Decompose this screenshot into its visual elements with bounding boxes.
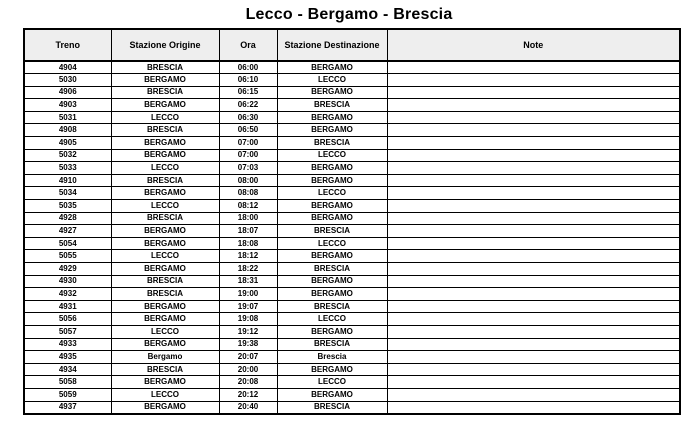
cell-destinazione: Brescia	[277, 351, 387, 364]
table-row	[24, 200, 680, 213]
cell-ora: 18:22	[219, 263, 277, 276]
cell-origine: BERGAMO	[111, 149, 219, 162]
cell-destinazione: BERGAMO	[277, 388, 387, 401]
cell-origine: BRESCIA	[111, 174, 219, 187]
cell-note	[387, 263, 680, 276]
cell-ora: 19:12	[219, 325, 277, 338]
cell-ora: 18:00	[219, 212, 277, 225]
cell-note	[387, 99, 680, 112]
cell-note	[387, 162, 680, 175]
table-row	[24, 250, 680, 263]
cell-destinazione: BERGAMO	[277, 61, 387, 74]
cell-destinazione: BRESCIA	[277, 401, 387, 414]
cell-ora: 20:07	[219, 351, 277, 364]
cell-ora: 06:30	[219, 111, 277, 124]
cell-note	[387, 376, 680, 389]
cell-note	[387, 363, 680, 376]
cell-destinazione: BERGAMO	[277, 212, 387, 225]
col-header-note: Note	[387, 29, 680, 61]
cell-treno: 4905	[24, 137, 111, 150]
cell-destinazione: BRESCIA	[277, 338, 387, 351]
cell-origine: BERGAMO	[111, 99, 219, 112]
table-row	[24, 338, 680, 351]
cell-origine: BERGAMO	[111, 187, 219, 200]
table-row	[24, 313, 680, 326]
cell-note	[387, 74, 680, 87]
cell-treno: 4930	[24, 275, 111, 288]
cell-origine: BERGAMO	[111, 263, 219, 276]
cell-treno: 5030	[24, 74, 111, 87]
cell-note	[387, 300, 680, 313]
cell-destinazione: BERGAMO	[277, 124, 387, 137]
cell-treno: 4906	[24, 86, 111, 99]
cell-treno: 5031	[24, 111, 111, 124]
cell-destinazione: BERGAMO	[277, 200, 387, 213]
table-row	[24, 162, 680, 175]
table-row	[24, 237, 680, 250]
cell-destinazione: BRESCIA	[277, 300, 387, 313]
cell-destinazione: BRESCIA	[277, 263, 387, 276]
cell-treno: 4935	[24, 351, 111, 364]
cell-note	[387, 237, 680, 250]
cell-destinazione: BERGAMO	[277, 174, 387, 187]
cell-treno: 5058	[24, 376, 111, 389]
table-row	[24, 363, 680, 376]
cell-note	[387, 174, 680, 187]
cell-treno: 5057	[24, 325, 111, 338]
cell-note	[387, 401, 680, 414]
cell-ora: 18:08	[219, 237, 277, 250]
cell-destinazione: LECCO	[277, 313, 387, 326]
cell-treno: 5033	[24, 162, 111, 175]
table-row	[24, 74, 680, 87]
cell-destinazione: BERGAMO	[277, 111, 387, 124]
table-row	[24, 187, 680, 200]
cell-treno: 4903	[24, 99, 111, 112]
cell-note	[387, 187, 680, 200]
cell-ora: 19:38	[219, 338, 277, 351]
col-header-ora: Ora	[219, 29, 277, 61]
cell-note	[387, 351, 680, 364]
cell-origine: BERGAMO	[111, 313, 219, 326]
cell-treno: 4932	[24, 288, 111, 301]
cell-note	[387, 124, 680, 137]
cell-treno: 4910	[24, 174, 111, 187]
cell-origine: BRESCIA	[111, 275, 219, 288]
cell-treno: 4928	[24, 212, 111, 225]
table-row	[24, 376, 680, 389]
header-row	[24, 29, 680, 61]
cell-note	[387, 225, 680, 238]
cell-origine: LECCO	[111, 200, 219, 213]
cell-treno: 5056	[24, 313, 111, 326]
cell-destinazione: BERGAMO	[277, 250, 387, 263]
cell-destinazione: BRESCIA	[277, 225, 387, 238]
cell-ora: 20:40	[219, 401, 277, 414]
table-row	[24, 111, 680, 124]
cell-ora: 20:12	[219, 388, 277, 401]
cell-treno: 4929	[24, 263, 111, 276]
cell-note	[387, 388, 680, 401]
cell-treno: 5032	[24, 149, 111, 162]
cell-treno: 4931	[24, 300, 111, 313]
cell-ora: 18:07	[219, 225, 277, 238]
cell-note	[387, 313, 680, 326]
col-header-stazione-destinazione: Stazione Destinazione	[277, 29, 387, 61]
cell-origine: BRESCIA	[111, 212, 219, 225]
cell-note	[387, 288, 680, 301]
cell-ora: 19:00	[219, 288, 277, 301]
table-row	[24, 388, 680, 401]
cell-treno: 5059	[24, 388, 111, 401]
cell-note	[387, 212, 680, 225]
cell-treno: 4904	[24, 61, 111, 74]
cell-ora: 07:00	[219, 137, 277, 150]
col-header-stazione-origine: Stazione Origine	[111, 29, 219, 61]
table-row	[24, 288, 680, 301]
cell-ora: 06:22	[219, 99, 277, 112]
cell-note	[387, 86, 680, 99]
cell-note	[387, 111, 680, 124]
table-row	[24, 149, 680, 162]
col-header-treno: Treno	[24, 29, 111, 61]
table-row	[24, 401, 680, 414]
table-row	[24, 86, 680, 99]
cell-treno: 5034	[24, 187, 111, 200]
table-row	[24, 124, 680, 137]
cell-note	[387, 61, 680, 74]
cell-destinazione: BERGAMO	[277, 363, 387, 376]
cell-destinazione: BRESCIA	[277, 137, 387, 150]
table-row	[24, 275, 680, 288]
cell-origine: LECCO	[111, 162, 219, 175]
table-row	[24, 225, 680, 238]
cell-ora: 07:00	[219, 149, 277, 162]
cell-origine: BRESCIA	[111, 363, 219, 376]
cell-destinazione: BERGAMO	[277, 86, 387, 99]
cell-note	[387, 250, 680, 263]
cell-destinazione: BERGAMO	[277, 288, 387, 301]
cell-origine: BERGAMO	[111, 300, 219, 313]
cell-origine: BRESCIA	[111, 86, 219, 99]
cell-origine: BRESCIA	[111, 124, 219, 137]
cell-ora: 08:08	[219, 187, 277, 200]
cell-note	[387, 149, 680, 162]
cell-origine: LECCO	[111, 325, 219, 338]
cell-origine: BRESCIA	[111, 288, 219, 301]
cell-note	[387, 275, 680, 288]
cell-ora: 07:03	[219, 162, 277, 175]
cell-ora: 18:12	[219, 250, 277, 263]
cell-ora: 08:00	[219, 174, 277, 187]
cell-origine: BERGAMO	[111, 225, 219, 238]
cell-ora: 06:10	[219, 74, 277, 87]
cell-origine: LECCO	[111, 111, 219, 124]
cell-ora: 19:07	[219, 300, 277, 313]
cell-destinazione: LECCO	[277, 237, 387, 250]
cell-note	[387, 338, 680, 351]
table-row	[24, 99, 680, 112]
cell-origine: BERGAMO	[111, 376, 219, 389]
table-body	[24, 61, 680, 414]
train-timetable	[23, 28, 681, 415]
cell-origine: BERGAMO	[111, 338, 219, 351]
cell-ora: 20:00	[219, 363, 277, 376]
page-title: Lecco - Bergamo - Brescia	[245, 6, 453, 23]
cell-note	[387, 200, 680, 213]
table-row	[24, 137, 680, 150]
cell-treno: 4927	[24, 225, 111, 238]
cell-origine: BERGAMO	[111, 74, 219, 87]
cell-ora: 06:15	[219, 86, 277, 99]
table-row	[24, 212, 680, 225]
cell-destinazione: LECCO	[277, 376, 387, 389]
cell-treno: 5035	[24, 200, 111, 213]
cell-ora: 08:12	[219, 200, 277, 213]
table-row	[24, 174, 680, 187]
cell-treno: 4934	[24, 363, 111, 376]
cell-treno: 4908	[24, 124, 111, 137]
cell-origine: BERGAMO	[111, 137, 219, 150]
cell-ora: 20:08	[219, 376, 277, 389]
cell-origine: LECCO	[111, 388, 219, 401]
cell-note	[387, 137, 680, 150]
cell-destinazione: BERGAMO	[277, 325, 387, 338]
cell-destinazione: BERGAMO	[277, 275, 387, 288]
cell-treno: 5054	[24, 237, 111, 250]
cell-ora: 06:00	[219, 61, 277, 74]
table-row	[24, 300, 680, 313]
cell-destinazione: BRESCIA	[277, 99, 387, 112]
table-row	[24, 263, 680, 276]
cell-origine: Bergamo	[111, 351, 219, 364]
cell-treno: 4933	[24, 338, 111, 351]
cell-destinazione: BERGAMO	[277, 162, 387, 175]
cell-destinazione: LECCO	[277, 74, 387, 87]
cell-destinazione: LECCO	[277, 187, 387, 200]
cell-ora: 06:50	[219, 124, 277, 137]
cell-origine: BERGAMO	[111, 401, 219, 414]
cell-note	[387, 325, 680, 338]
cell-ora: 18:31	[219, 275, 277, 288]
table-row	[24, 61, 680, 74]
table-row	[24, 351, 680, 364]
table-row	[24, 325, 680, 338]
cell-destinazione: LECCO	[277, 149, 387, 162]
cell-treno: 4937	[24, 401, 111, 414]
cell-origine: LECCO	[111, 250, 219, 263]
cell-origine: BERGAMO	[111, 237, 219, 250]
cell-treno: 5055	[24, 250, 111, 263]
cell-ora: 19:08	[219, 313, 277, 326]
cell-origine: BRESCIA	[111, 61, 219, 74]
